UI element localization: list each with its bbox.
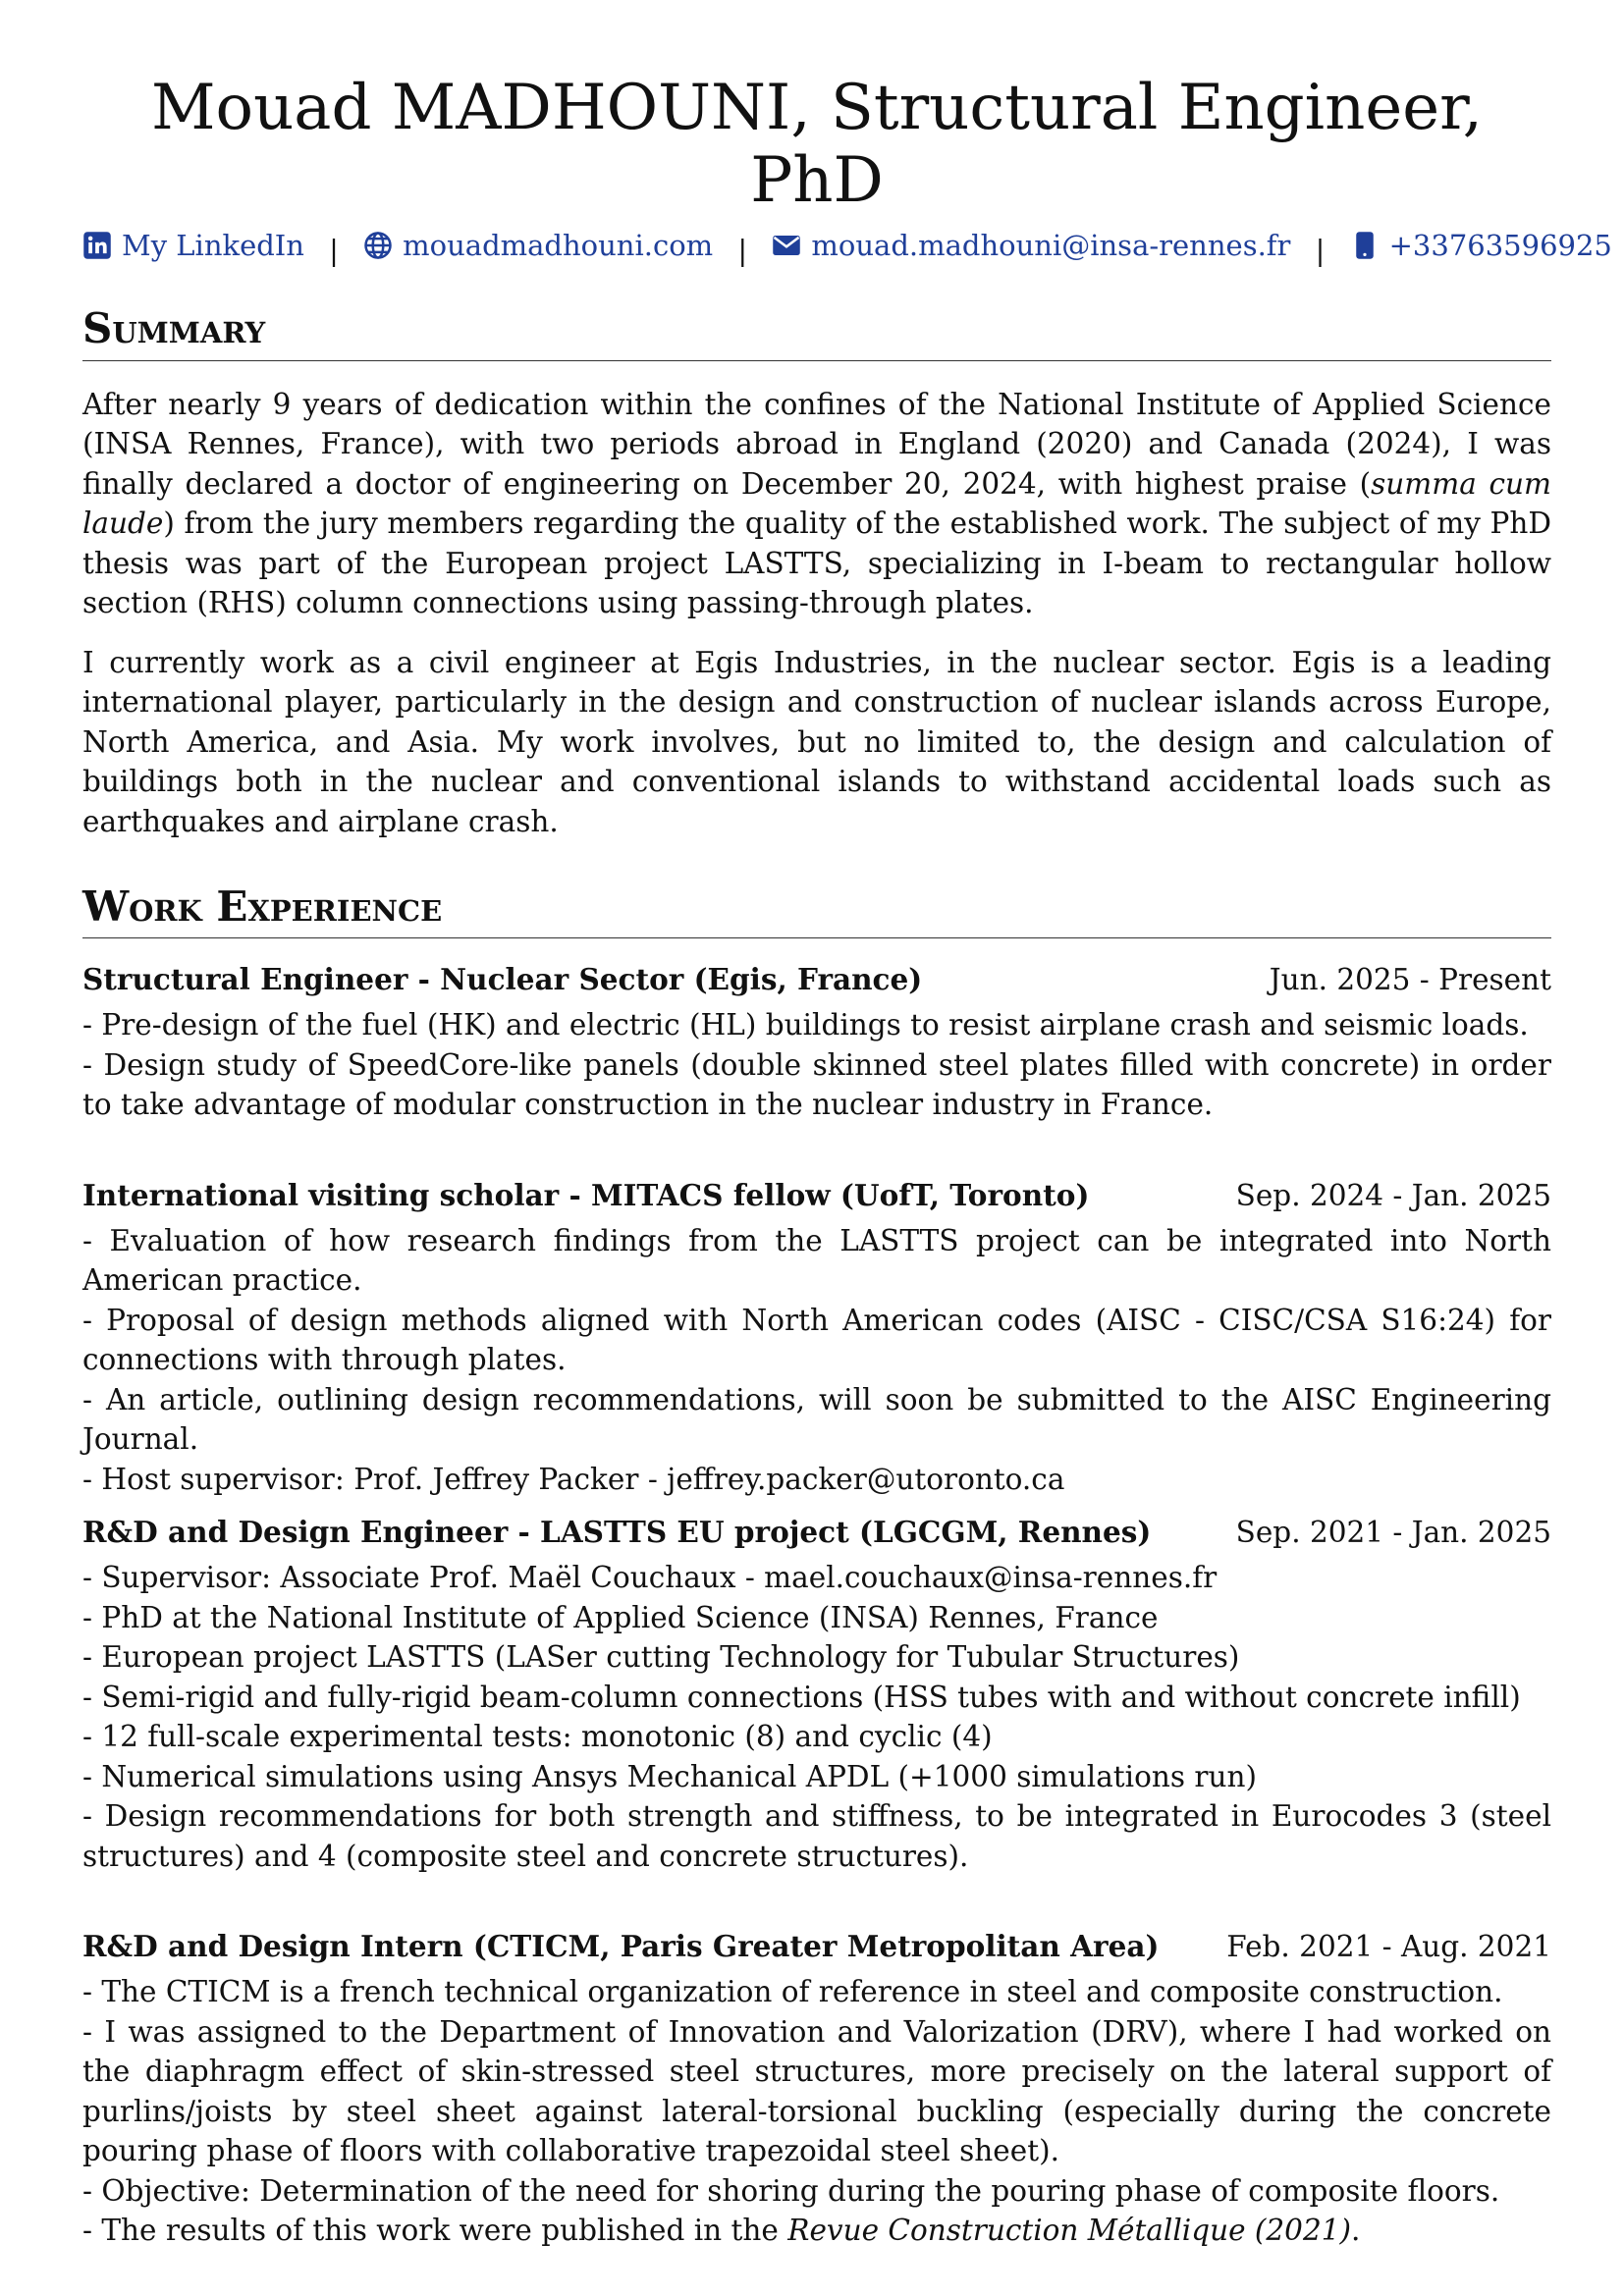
email-link[interactable] [772,229,1290,262]
job-bullet [82,2211,1551,2251]
bullet-text: - The results of this work were published in the [82,2214,788,2248]
job-date: Jun. 2025 - Present [1269,963,1551,997]
page-title: Mouad MADHOUNI, Structural Engineer, PhD [151,72,1483,217]
linkedin-label: My LinkedIn [122,229,304,263]
publication-title: Revue Construction Métallique (2021) [787,2214,1352,2248]
job-bullet: - Host supervisor: Prof. Jeffrey Packer - jeffrey.packer@utoronto.ca [82,1462,1065,1496]
contact-separator: | [1315,234,1326,268]
job-bullet: - PhD at the National Institute of Applied Science (INSA) Rennes, France [82,1600,1159,1634]
website-label: mouadmadhouni.com [403,229,714,263]
job-bullet: - Numerical simulations using Ansys Mechanical APDL (+1000 simulations run) [82,1759,1257,1793]
job-entry [82,1176,1551,1500]
contact-bar [82,229,1612,268]
job-bullet: - Pre-design of the fuel (HK) and electric (HL) buildings to resist airplane crash and seismic loads. [82,1008,1529,1042]
contact-separator: | [329,234,339,268]
summary-italic-text: summa cum laude [82,466,1551,541]
job-bullet: - I was assigned to the Department of Innovation and Valorization (DRV), where I had worked on the diaphragm effect of skin-stressed steel structures, more precisely on the lateral support of purlins/joists by steel sheet against lateral-torsional buckling (especially during the concrete pouring phase of floors with collaborative trapezoidal steel sheet). [82,2014,1551,2168]
job-title: International visiting scholar - MITACS fellow (UofT, Toronto) [82,1177,1090,1212]
linkedin-link[interactable] [82,229,304,262]
job-bullet: - Supervisor: Associate Prof. Maël Couchaux - mael.couchaux@insa-rennes.fr [82,1561,1218,1595]
summary-text: After nearly 9 years of dedication within the confines of the National Institute of Applied Science (INSA Rennes, France), with two periods abroad in England (2020) and Canada (2024), I was finally declared a doctor of engineering on December 20, 2024, with highest praise ( [82,387,1551,501]
summary-heading: Summary [82,304,1551,360]
work-experience-heading: Work Experience [82,882,1551,938]
envelope-icon [772,231,801,260]
job-bullet: - Objective: Determination of the need for shoring during the pouring phase of composite floors. [82,2173,1500,2208]
summary-text: ) from the jury members regarding the quality of the established work. The subject of my PhD thesis was part of the European project LASTTS, specializing in I-beam to rectangular hollow section (RHS) column connections using passing-through plates. [82,507,1551,620]
job-entry [82,1513,1551,1876]
job-bullet: - Semi-rigid and fully-rigid beam-column connections (HSS tubes with and without concrete infill) [82,1680,1521,1714]
job-title: R&D and Design Engineer - LASTTS EU project (LGCGM, Rennes) [82,1515,1152,1550]
job-date: Feb. 2021 - Aug. 2021 [1226,1930,1551,1964]
job-bullet: - Proposal of design methods aligned with North American codes (AISC - CISC/CSA S16:24) for connections with through plates. [82,1303,1551,1377]
job-date: Sep. 2021 - Jan. 2025 [1235,1516,1551,1550]
job-bullet: - 12 full-scale experimental tests: monotonic (8) and cyclic (4) [82,1720,993,1754]
job-entry [82,1927,1551,2251]
email-label: mouad.madhouni@insa-rennes.fr [811,229,1291,263]
job-bullet: - An article, outlining design recommendations, will soon be submitted to the AISC Engineering Journal. [82,1382,1551,1457]
job-title: R&D and Design Intern (CTICM, Paris Greater Metropolitan Area) [82,1929,1160,1964]
job-bullet: - Design recommendations for both strength and stiffness, to be integrated in Eurocodes 3 (steel structures) and 4 (composite steel and concrete structures). [82,1799,1551,1873]
job-title: Structural Engineer - Nuclear Sector (Egis, France) [82,962,923,997]
summary-paragraph [82,385,1551,623]
job-bullet: - Evaluation of how research findings from the LASTTS project can be integrated into North American practice. [82,1223,1551,1298]
bullet-text: . [1351,2214,1361,2248]
phone-link[interactable] [1350,229,1612,262]
job-date: Sep. 2024 - Jan. 2025 [1235,1178,1551,1212]
job-entry [82,960,1551,1125]
phone-label: +33763596925 [1388,229,1612,263]
linkedin-icon [82,231,112,260]
contact-separator: | [737,234,748,268]
summary-paragraph: I currently work as a civil engineer at Egis Industries, in the nuclear sector. Egis is a leading international player, particularly in the design and construction of nuclear islands across Europe, North America, and Asia. My work involves, but no limited to, the design and calculation of buildings both in the nuclear and conventional islands to withstand accidental loads such as earthquakes and airplane crash. [82,645,1551,838]
website-link[interactable] [363,229,713,262]
job-bullet: - Design study of SpeedCore-like panels (double skinned steel plates filled with concrete) in order to take advantage of modular construction in the nuclear industry in France. [82,1047,1551,1122]
job-bullet: - The CTICM is a french technical organization of reference in steel and composite construction. [82,1975,1503,2009]
globe-icon [363,231,393,260]
resume-page [82,72,1612,2251]
job-bullet: - European project LASTTS (LASer cutting Technology for Tubular Structures) [82,1640,1240,1675]
mobile-phone-icon [1350,231,1380,260]
